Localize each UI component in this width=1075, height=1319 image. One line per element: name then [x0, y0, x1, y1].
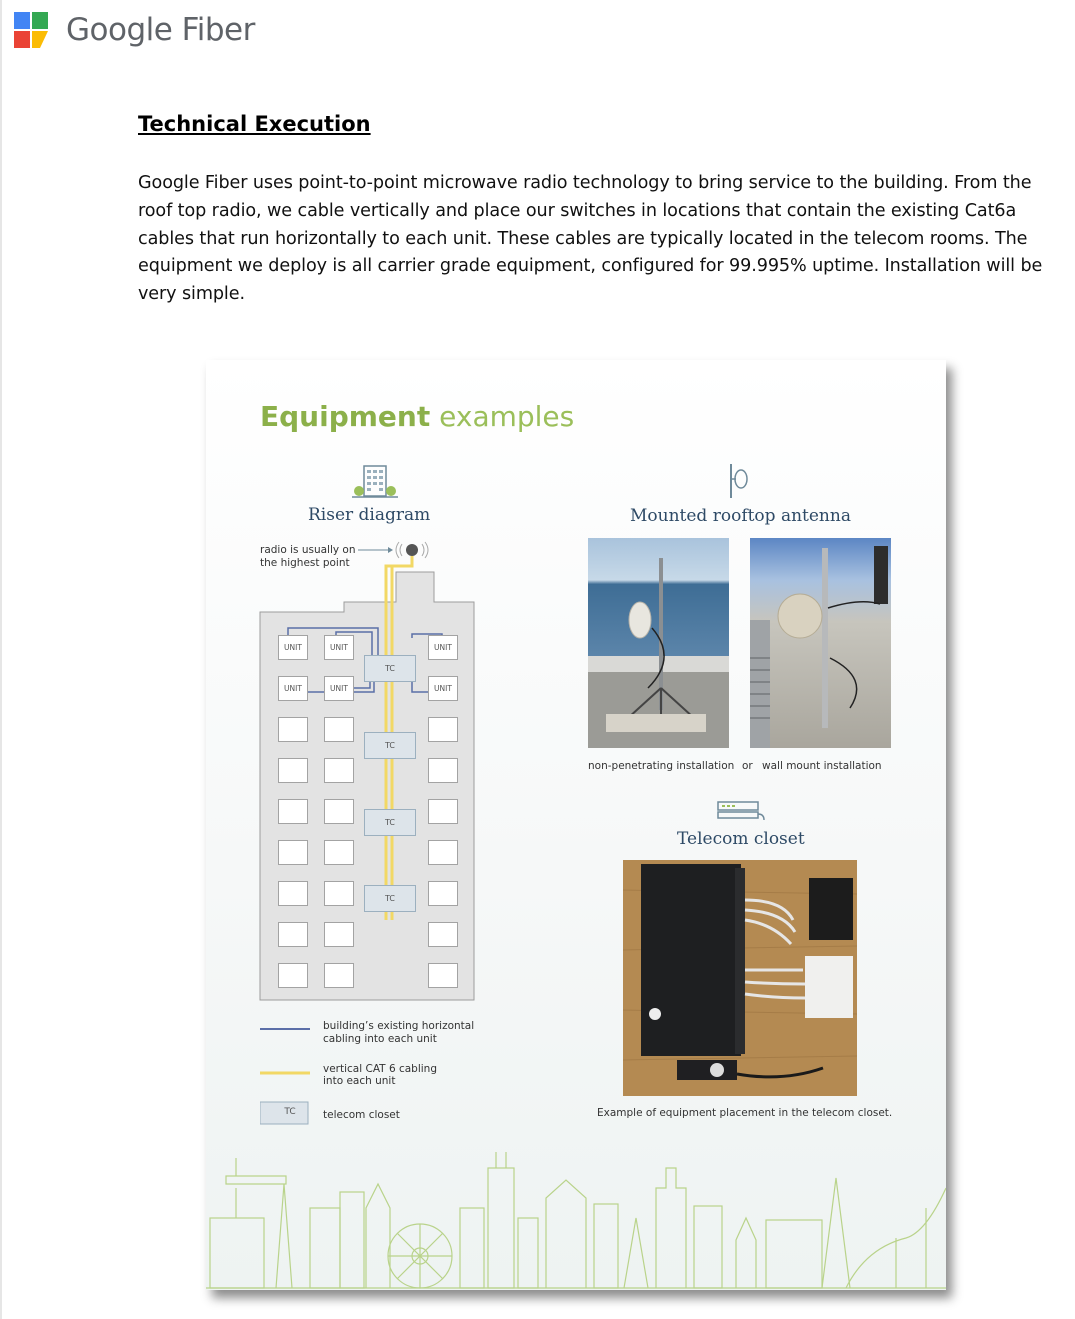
wall-mount-antenna-photo [750, 538, 891, 748]
legend-swatches [260, 1020, 320, 1140]
card-title-light: examples [439, 400, 575, 433]
section-body: Google Fiber uses point-to-point microwave radio technology to bring service to the building. From the roof top radio, we cable vertically and place our switches in locations that contain the existing Cat6a cables that run horizontally to each unit. These cables are typically located in the telecom rooms. The equipment we deploy is all carrier grade equipment, configured for 99.995% uptime. Installation will be very simple. [138, 173, 1043, 305]
riser-tc-box: TC [364, 885, 416, 912]
antenna-heading: Mounted rooftop antenna [630, 506, 851, 526]
closet-caption: Example of equipment placement in the telecom closet. [597, 1107, 893, 1119]
non-penetrating-antenna-drawing [588, 538, 729, 748]
page-left-rule [0, 0, 2, 1319]
equipment-examples-card [206, 360, 946, 1290]
riser-unit-box [324, 758, 354, 783]
switch-icon [716, 798, 766, 822]
telecom-closet-photo [623, 860, 857, 1096]
card-title-bold: Equipment [260, 400, 431, 433]
riser-unit-box: UNIT [428, 635, 458, 660]
legend-blue-line2: cabling into each unit [323, 1033, 437, 1045]
riser-unit-box [428, 758, 458, 783]
riser-unit-box: UNIT [278, 635, 308, 660]
radio-note-line1: radio is usually on [260, 544, 356, 556]
riser-unit-box: UNIT [278, 676, 308, 701]
riser-unit-box: UNIT [324, 635, 354, 660]
riser-unit-box: UNIT [428, 676, 458, 701]
antenna-icon [726, 462, 752, 500]
riser-unit-box [278, 963, 308, 988]
riser-unit-box [428, 840, 458, 865]
riser-unit-box [278, 840, 308, 865]
city-skyline-illustration [206, 1148, 946, 1290]
riser-unit-box [324, 840, 354, 865]
riser-unit-box [278, 717, 308, 742]
riser-unit-box [428, 881, 458, 906]
riser-tc-box: TC [364, 655, 416, 682]
non-penetrating-antenna-photo [588, 538, 729, 748]
legend-tc-text: telecom closet [323, 1109, 400, 1121]
riser-unit-box [428, 717, 458, 742]
legend-yellow-line2: into each unit [323, 1075, 396, 1087]
riser-unit-box [324, 963, 354, 988]
telecom-closet-drawing [623, 860, 857, 1096]
riser-unit-box [324, 799, 354, 824]
radio-pointer-arrowhead [388, 547, 393, 553]
brand-name: Google Fiber [66, 12, 255, 48]
legend-tc-box-label: TC [284, 1107, 296, 1117]
riser-unit-box [428, 799, 458, 824]
legend-blue-line1: building’s existing horizontal [323, 1020, 475, 1032]
riser-unit-box [278, 799, 308, 824]
antenna-caption-right: wall mount installation [762, 760, 882, 772]
riser-unit-box [324, 922, 354, 947]
wall-mount-antenna-drawing [750, 538, 891, 748]
radio-note-line2: the highest point [260, 557, 350, 569]
google-fiber-logo-icon [12, 12, 50, 50]
section-title: Technical Execution [138, 112, 371, 136]
riser-unit-box [278, 758, 308, 783]
legend-yellow-line1: vertical CAT 6 cabling [323, 1063, 437, 1075]
riser-unit-box [428, 963, 458, 988]
riser-unit-box: UNIT [324, 676, 354, 701]
riser-unit-box [428, 922, 458, 947]
riser-unit-box [324, 881, 354, 906]
closet-heading: Telecom closet [677, 829, 805, 849]
riser-unit-box [278, 922, 308, 947]
radio-icon [396, 542, 428, 558]
riser-tc-box: TC [364, 732, 416, 759]
riser-tc-box: TC [364, 809, 416, 836]
riser-unit-box [324, 717, 354, 742]
antenna-caption-left: non-penetrating installation [588, 760, 735, 772]
antenna-caption-or: or [742, 760, 753, 772]
riser-unit-box [278, 881, 308, 906]
riser-heading: Riser diagram [308, 505, 431, 525]
